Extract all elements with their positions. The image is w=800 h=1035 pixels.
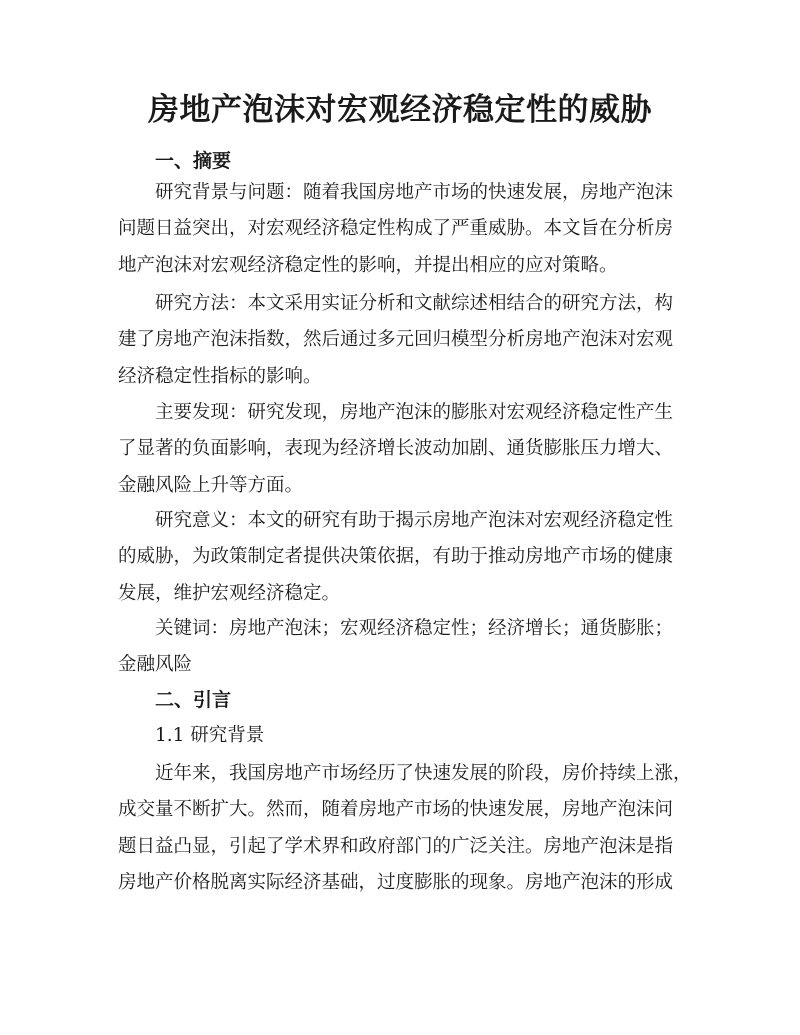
paragraph-line: 问题日益突出，对宏观经济稳定性构成了严重威胁。本文旨在分析房 xyxy=(118,218,674,240)
document-title: 房地产泡沫对宏观经济稳定性的威胁 xyxy=(148,92,652,128)
abstract-paragraph-background xyxy=(118,175,684,284)
keywords-paragraph xyxy=(118,611,684,684)
paragraph-line: 金融风险 xyxy=(118,654,193,676)
paragraph-line: 题日益凸显，引起了学术界和政府部门的广泛关注。房地产泡沫是指 xyxy=(118,835,674,857)
paragraph-line: 发展，维护宏观经济稳定。 xyxy=(118,582,341,604)
abstract-paragraph-findings xyxy=(118,395,684,504)
abstract-paragraph-significance xyxy=(118,503,684,612)
paragraph-line: 经济稳定性指标的影响。 xyxy=(118,365,322,387)
introduction-heading: 二、引言 xyxy=(155,689,232,711)
abstract-paragraph-method xyxy=(118,286,684,395)
paragraph-line: 研究意义：本文的研究有助于揭示房地产泡沫对宏观经济稳定性 xyxy=(155,510,674,531)
paragraph-line: 了显著的负面影响，表现为经济增长波动加剧、通货膨胀压力增大、 xyxy=(118,438,674,460)
paragraph-line: 成交量不断扩大。然而，随着房地产市场的快速发展，房地产泡沫问 xyxy=(118,799,674,821)
paragraph-line: 金融风险上升等方面。 xyxy=(118,474,304,496)
paragraph-line: 的威胁，为政策制定者提供决策依据，有助于推动房地产市场的健康 xyxy=(118,546,674,568)
paragraph-line: 研究方法：本文采用实证分析和文献综述相结合的研究方法，构 xyxy=(155,293,674,314)
introduction-paragraph xyxy=(118,756,692,901)
section-subheading: 1.1 研究背景 xyxy=(155,725,265,746)
paragraph-line: 房地产价格脱离实际经济基础，过度膨胀的现象。房地产泡沫的形成 xyxy=(118,871,674,893)
abstract-heading: 一、摘要 xyxy=(155,150,232,172)
paragraph-line: 建了房地产泡沫指数，然后通过多元回归模型分析房地产泡沫对宏观 xyxy=(118,329,674,351)
paragraph-line: 地产泡沫对宏观经济稳定性的影响，并提出相应的应对策略。 xyxy=(118,254,618,276)
paragraph-line: 近年来，我国房地产市场经历了快速发展的阶段，房价持续上涨， xyxy=(155,763,692,784)
paragraph-line: 主要发现：研究发现，房地产泡沫的膨胀对宏观经济稳定性产生 xyxy=(155,402,674,423)
paragraph-line: 关键词：房地产泡沫；宏观经济稳定性；经济增长；通货膨胀； xyxy=(155,618,674,639)
paragraph-line: 研究背景与问题：随着我国房地产市场的快速发展，房地产泡沫 xyxy=(155,182,674,203)
